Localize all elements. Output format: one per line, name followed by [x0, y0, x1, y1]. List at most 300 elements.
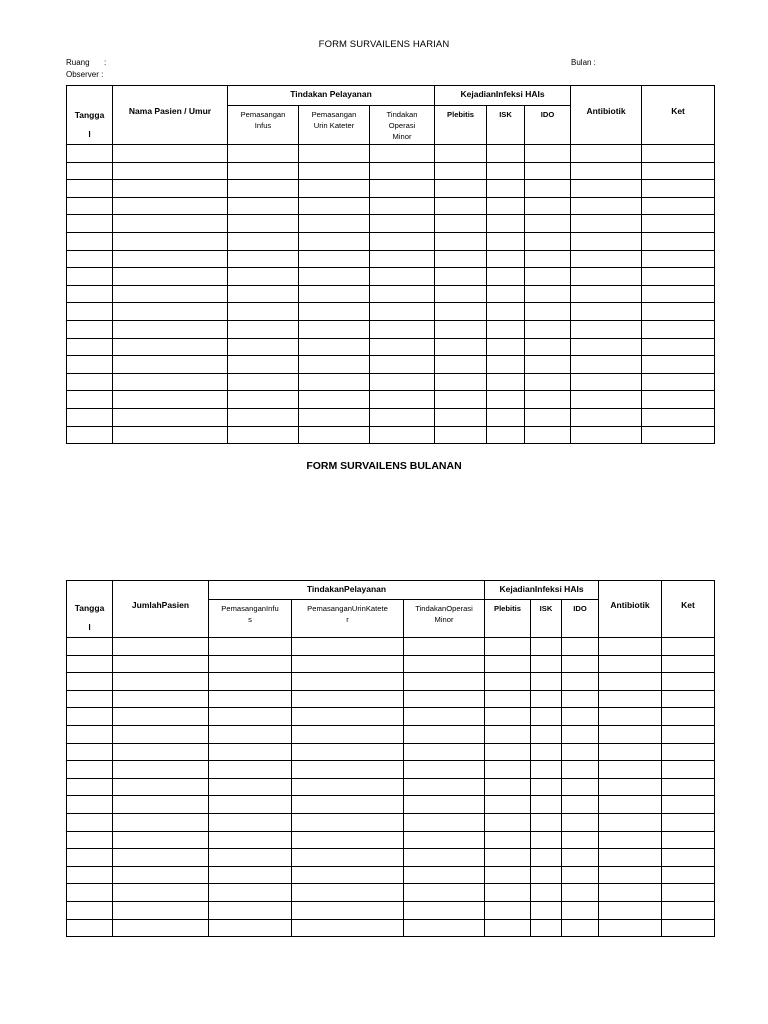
table-cell[interactable] [525, 250, 571, 268]
table-cell[interactable] [642, 320, 715, 338]
table-cell[interactable] [292, 673, 404, 691]
table-cell[interactable] [113, 708, 209, 726]
table-cell[interactable] [525, 391, 571, 409]
table-cell[interactable] [571, 356, 642, 374]
table-cell[interactable] [113, 232, 228, 250]
table-cell[interactable] [599, 708, 662, 726]
table-cell[interactable] [228, 232, 299, 250]
table-cell[interactable] [599, 673, 662, 691]
table-cell[interactable] [113, 655, 209, 673]
table-cell[interactable] [485, 849, 531, 867]
table-cell[interactable] [299, 356, 370, 374]
table-cell[interactable] [531, 690, 562, 708]
table-cell[interactable] [404, 778, 485, 796]
table-cell[interactable] [299, 338, 370, 356]
table-cell[interactable] [487, 391, 525, 409]
table-cell[interactable] [404, 901, 485, 919]
table-cell[interactable] [531, 813, 562, 831]
table-cell[interactable] [370, 145, 435, 163]
table-cell[interactable] [662, 673, 715, 691]
table-cell[interactable] [642, 268, 715, 286]
table-cell[interactable] [292, 761, 404, 779]
table-cell[interactable] [113, 426, 228, 444]
table-cell[interactable] [435, 197, 487, 215]
table-cell[interactable] [228, 197, 299, 215]
table-cell[interactable] [404, 831, 485, 849]
table-cell[interactable] [292, 708, 404, 726]
table-cell[interactable] [525, 268, 571, 286]
table-cell[interactable] [67, 391, 113, 409]
table-cell[interactable] [292, 778, 404, 796]
table-cell[interactable] [67, 426, 113, 444]
table-cell[interactable] [562, 919, 599, 937]
table-cell[interactable] [209, 796, 292, 814]
table-cell[interactable] [209, 761, 292, 779]
table-cell[interactable] [113, 250, 228, 268]
table-cell[interactable] [113, 849, 209, 867]
table-cell[interactable] [525, 338, 571, 356]
table-cell[interactable] [209, 638, 292, 656]
table-cell[interactable] [531, 761, 562, 779]
table-cell[interactable] [209, 884, 292, 902]
table-cell[interactable] [662, 866, 715, 884]
table-cell[interactable] [67, 708, 113, 726]
table-cell[interactable] [370, 232, 435, 250]
table-cell[interactable] [292, 655, 404, 673]
table-cell[interactable] [599, 901, 662, 919]
table-cell[interactable] [228, 356, 299, 374]
table-cell[interactable] [642, 285, 715, 303]
table-cell[interactable] [404, 673, 485, 691]
table-cell[interactable] [571, 232, 642, 250]
table-cell[interactable] [209, 725, 292, 743]
table-cell[interactable] [485, 796, 531, 814]
table-cell[interactable] [642, 356, 715, 374]
table-cell[interactable] [562, 884, 599, 902]
table-cell[interactable] [599, 884, 662, 902]
table-cell[interactable] [67, 796, 113, 814]
table-cell[interactable] [228, 162, 299, 180]
table-cell[interactable] [642, 408, 715, 426]
table-cell[interactable] [487, 268, 525, 286]
table-cell[interactable] [525, 356, 571, 374]
table-cell[interactable] [67, 285, 113, 303]
table-cell[interactable] [292, 831, 404, 849]
table-cell[interactable] [525, 303, 571, 321]
table-cell[interactable] [571, 338, 642, 356]
table-cell[interactable] [485, 725, 531, 743]
table-cell[interactable] [209, 690, 292, 708]
table-cell[interactable] [404, 725, 485, 743]
table-cell[interactable] [370, 215, 435, 233]
table-cell[interactable] [113, 145, 228, 163]
table-cell[interactable] [67, 373, 113, 391]
table-cell[interactable] [435, 338, 487, 356]
table-cell[interactable] [228, 268, 299, 286]
table-cell[interactable] [599, 849, 662, 867]
table-cell[interactable] [435, 320, 487, 338]
table-cell[interactable] [485, 761, 531, 779]
table-cell[interactable] [67, 831, 113, 849]
table-cell[interactable] [531, 725, 562, 743]
table-cell[interactable] [662, 884, 715, 902]
table-cell[interactable] [292, 796, 404, 814]
table-cell[interactable] [299, 426, 370, 444]
table-cell[interactable] [209, 673, 292, 691]
table-cell[interactable] [662, 638, 715, 656]
table-cell[interactable] [599, 725, 662, 743]
table-cell[interactable] [370, 285, 435, 303]
table-cell[interactable] [370, 180, 435, 198]
table-cell[interactable] [113, 320, 228, 338]
table-cell[interactable] [370, 250, 435, 268]
table-cell[interactable] [113, 285, 228, 303]
table-cell[interactable] [485, 708, 531, 726]
table-cell[interactable] [599, 919, 662, 937]
table-cell[interactable] [562, 673, 599, 691]
table-cell[interactable] [370, 391, 435, 409]
table-cell[interactable] [299, 197, 370, 215]
table-cell[interactable] [67, 162, 113, 180]
table-cell[interactable] [404, 761, 485, 779]
table-cell[interactable] [209, 813, 292, 831]
table-cell[interactable] [370, 338, 435, 356]
table-cell[interactable] [67, 725, 113, 743]
table-cell[interactable] [404, 884, 485, 902]
table-cell[interactable] [370, 320, 435, 338]
table-cell[interactable] [228, 180, 299, 198]
table-cell[interactable] [571, 268, 642, 286]
table-cell[interactable] [562, 690, 599, 708]
table-cell[interactable] [562, 901, 599, 919]
table-cell[interactable] [487, 373, 525, 391]
table-cell[interactable] [228, 373, 299, 391]
table-cell[interactable] [531, 708, 562, 726]
table-cell[interactable] [531, 866, 562, 884]
table-cell[interactable] [571, 197, 642, 215]
table-cell[interactable] [113, 901, 209, 919]
table-cell[interactable] [487, 197, 525, 215]
table-cell[interactable] [599, 813, 662, 831]
table-cell[interactable] [562, 708, 599, 726]
table-cell[interactable] [562, 743, 599, 761]
table-cell[interactable] [299, 268, 370, 286]
table-cell[interactable] [228, 320, 299, 338]
table-cell[interactable] [599, 761, 662, 779]
table-cell[interactable] [485, 673, 531, 691]
table-cell[interactable] [209, 778, 292, 796]
table-cell[interactable] [599, 778, 662, 796]
table-cell[interactable] [531, 849, 562, 867]
table-cell[interactable] [642, 303, 715, 321]
table-cell[interactable] [67, 901, 113, 919]
table-cell[interactable] [113, 725, 209, 743]
table-cell[interactable] [67, 215, 113, 233]
table-cell[interactable] [531, 796, 562, 814]
table-cell[interactable] [562, 655, 599, 673]
table-cell[interactable] [531, 638, 562, 656]
table-cell[interactable] [662, 708, 715, 726]
table-cell[interactable] [562, 761, 599, 779]
table-cell[interactable] [299, 285, 370, 303]
table-cell[interactable] [531, 831, 562, 849]
table-cell[interactable] [599, 690, 662, 708]
table-cell[interactable] [113, 796, 209, 814]
table-cell[interactable] [562, 725, 599, 743]
table-cell[interactable] [571, 391, 642, 409]
table-cell[interactable] [571, 162, 642, 180]
table-cell[interactable] [67, 145, 113, 163]
table-cell[interactable] [487, 338, 525, 356]
table-cell[interactable] [113, 197, 228, 215]
table-cell[interactable] [531, 655, 562, 673]
table-cell[interactable] [404, 866, 485, 884]
table-cell[interactable] [404, 743, 485, 761]
table-cell[interactable] [435, 426, 487, 444]
table-cell[interactable] [292, 690, 404, 708]
table-cell[interactable] [571, 285, 642, 303]
table-cell[interactable] [113, 743, 209, 761]
table-cell[interactable] [113, 338, 228, 356]
table-cell[interactable] [113, 761, 209, 779]
table-cell[interactable] [662, 813, 715, 831]
table-cell[interactable] [531, 884, 562, 902]
table-cell[interactable] [642, 250, 715, 268]
table-cell[interactable] [370, 408, 435, 426]
table-cell[interactable] [67, 866, 113, 884]
table-cell[interactable] [67, 690, 113, 708]
table-cell[interactable] [113, 884, 209, 902]
table-cell[interactable] [435, 373, 487, 391]
table-cell[interactable] [485, 778, 531, 796]
table-cell[interactable] [113, 303, 228, 321]
table-cell[interactable] [67, 638, 113, 656]
table-cell[interactable] [571, 145, 642, 163]
table-cell[interactable] [642, 162, 715, 180]
table-cell[interactable] [435, 215, 487, 233]
table-cell[interactable] [562, 849, 599, 867]
table-cell[interactable] [531, 743, 562, 761]
table-cell[interactable] [67, 849, 113, 867]
table-cell[interactable] [571, 303, 642, 321]
table-cell[interactable] [662, 831, 715, 849]
table-cell[interactable] [67, 743, 113, 761]
table-cell[interactable] [209, 831, 292, 849]
table-cell[interactable] [662, 725, 715, 743]
table-cell[interactable] [404, 813, 485, 831]
table-cell[interactable] [404, 796, 485, 814]
table-cell[interactable] [525, 145, 571, 163]
table-cell[interactable] [485, 866, 531, 884]
table-cell[interactable] [485, 919, 531, 937]
table-cell[interactable] [209, 901, 292, 919]
table-cell[interactable] [562, 778, 599, 796]
table-cell[interactable] [525, 408, 571, 426]
table-cell[interactable] [642, 232, 715, 250]
table-cell[interactable] [299, 215, 370, 233]
table-cell[interactable] [299, 145, 370, 163]
table-cell[interactable] [370, 373, 435, 391]
table-cell[interactable] [67, 813, 113, 831]
table-cell[interactable] [67, 761, 113, 779]
table-cell[interactable] [487, 250, 525, 268]
table-cell[interactable] [525, 180, 571, 198]
table-cell[interactable] [487, 426, 525, 444]
table-cell[interactable] [209, 849, 292, 867]
table-cell[interactable] [525, 232, 571, 250]
table-cell[interactable] [531, 673, 562, 691]
table-cell[interactable] [642, 338, 715, 356]
table-cell[interactable] [531, 901, 562, 919]
table-cell[interactable] [435, 408, 487, 426]
table-cell[interactable] [571, 373, 642, 391]
table-cell[interactable] [435, 268, 487, 286]
table-cell[interactable] [662, 655, 715, 673]
table-cell[interactable] [525, 197, 571, 215]
table-cell[interactable] [67, 250, 113, 268]
table-cell[interactable] [67, 673, 113, 691]
table-cell[interactable] [642, 426, 715, 444]
table-cell[interactable] [404, 690, 485, 708]
table-cell[interactable] [435, 145, 487, 163]
table-cell[interactable] [487, 320, 525, 338]
table-cell[interactable] [67, 356, 113, 374]
table-cell[interactable] [642, 391, 715, 409]
table-cell[interactable] [571, 215, 642, 233]
table-cell[interactable] [292, 638, 404, 656]
table-cell[interactable] [571, 180, 642, 198]
table-cell[interactable] [525, 162, 571, 180]
table-cell[interactable] [370, 197, 435, 215]
table-cell[interactable] [599, 796, 662, 814]
table-cell[interactable] [487, 145, 525, 163]
table-cell[interactable] [435, 391, 487, 409]
table-cell[interactable] [571, 426, 642, 444]
table-cell[interactable] [370, 268, 435, 286]
table-cell[interactable] [113, 866, 209, 884]
table-cell[interactable] [435, 285, 487, 303]
table-cell[interactable] [487, 356, 525, 374]
table-cell[interactable] [228, 250, 299, 268]
table-cell[interactable] [67, 338, 113, 356]
table-cell[interactable] [67, 303, 113, 321]
table-cell[interactable] [299, 320, 370, 338]
table-cell[interactable] [228, 338, 299, 356]
table-cell[interactable] [67, 197, 113, 215]
table-cell[interactable] [525, 373, 571, 391]
table-cell[interactable] [487, 180, 525, 198]
table-cell[interactable] [485, 690, 531, 708]
table-cell[interactable] [404, 708, 485, 726]
table-cell[interactable] [404, 849, 485, 867]
table-cell[interactable] [485, 743, 531, 761]
table-cell[interactable] [67, 919, 113, 937]
table-cell[interactable] [531, 919, 562, 937]
table-cell[interactable] [599, 638, 662, 656]
table-cell[interactable] [662, 796, 715, 814]
table-cell[interactable] [370, 356, 435, 374]
table-cell[interactable] [662, 690, 715, 708]
table-cell[interactable] [487, 285, 525, 303]
table-cell[interactable] [599, 743, 662, 761]
table-cell[interactable] [209, 743, 292, 761]
table-cell[interactable] [485, 901, 531, 919]
table-cell[interactable] [370, 162, 435, 180]
table-cell[interactable] [404, 919, 485, 937]
table-cell[interactable] [113, 831, 209, 849]
table-cell[interactable] [299, 250, 370, 268]
table-cell[interactable] [209, 708, 292, 726]
table-cell[interactable] [435, 356, 487, 374]
table-cell[interactable] [67, 884, 113, 902]
table-cell[interactable] [662, 849, 715, 867]
table-cell[interactable] [599, 655, 662, 673]
table-cell[interactable] [113, 408, 228, 426]
table-cell[interactable] [562, 813, 599, 831]
table-cell[interactable] [487, 232, 525, 250]
table-cell[interactable] [299, 232, 370, 250]
table-cell[interactable] [435, 232, 487, 250]
table-cell[interactable] [292, 813, 404, 831]
table-cell[interactable] [228, 426, 299, 444]
table-cell[interactable] [662, 919, 715, 937]
table-cell[interactable] [113, 391, 228, 409]
table-cell[interactable] [562, 831, 599, 849]
table-cell[interactable] [67, 655, 113, 673]
table-cell[interactable] [299, 162, 370, 180]
table-cell[interactable] [485, 831, 531, 849]
table-cell[interactable] [404, 638, 485, 656]
table-cell[interactable] [228, 391, 299, 409]
table-cell[interactable] [571, 408, 642, 426]
table-cell[interactable] [299, 303, 370, 321]
table-cell[interactable] [113, 673, 209, 691]
table-cell[interactable] [642, 145, 715, 163]
table-cell[interactable] [113, 162, 228, 180]
table-cell[interactable] [404, 655, 485, 673]
table-cell[interactable] [435, 180, 487, 198]
table-cell[interactable] [525, 426, 571, 444]
table-cell[interactable] [487, 162, 525, 180]
table-cell[interactable] [485, 884, 531, 902]
table-cell[interactable] [67, 180, 113, 198]
table-cell[interactable] [113, 268, 228, 286]
table-cell[interactable] [299, 180, 370, 198]
table-cell[interactable] [485, 655, 531, 673]
table-cell[interactable] [642, 180, 715, 198]
table-cell[interactable] [525, 215, 571, 233]
table-cell[interactable] [113, 778, 209, 796]
table-cell[interactable] [292, 743, 404, 761]
table-cell[interactable] [642, 197, 715, 215]
table-cell[interactable] [525, 320, 571, 338]
table-cell[interactable] [487, 408, 525, 426]
table-cell[interactable] [67, 232, 113, 250]
table-cell[interactable] [113, 690, 209, 708]
table-cell[interactable] [113, 638, 209, 656]
table-cell[interactable] [299, 391, 370, 409]
table-cell[interactable] [67, 268, 113, 286]
table-cell[interactable] [67, 320, 113, 338]
table-cell[interactable] [525, 285, 571, 303]
table-cell[interactable] [209, 919, 292, 937]
table-cell[interactable] [113, 215, 228, 233]
table-cell[interactable] [435, 250, 487, 268]
table-cell[interactable] [662, 743, 715, 761]
table-cell[interactable] [209, 655, 292, 673]
table-cell[interactable] [228, 408, 299, 426]
table-cell[interactable] [370, 426, 435, 444]
